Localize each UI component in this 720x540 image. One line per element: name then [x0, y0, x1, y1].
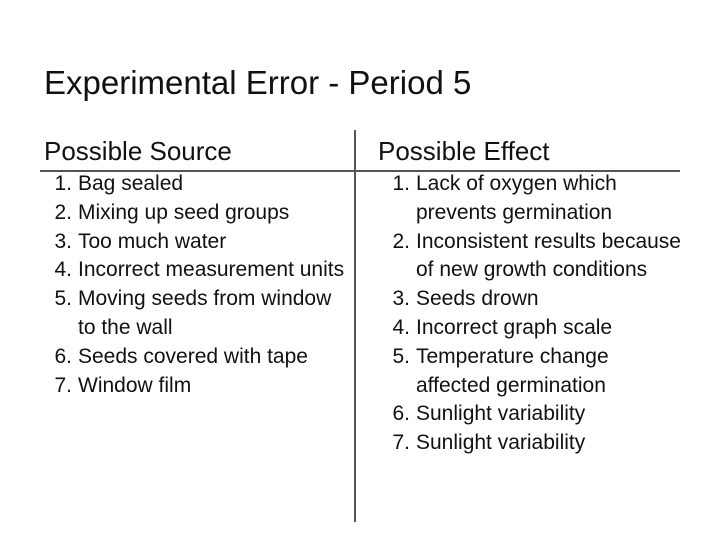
item-text: Mixing up seed groups: [78, 200, 290, 224]
list-item: [382, 228, 682, 286]
item-number: 4.: [392, 315, 410, 339]
list-item: [44, 372, 349, 401]
item-number: 4.: [54, 258, 72, 282]
list-item: [382, 429, 682, 458]
list-item: [44, 256, 349, 285]
item-text: Temperature change affected germination: [416, 344, 609, 397]
item-text: Window film: [78, 373, 192, 397]
list-item: [44, 228, 349, 257]
item-number: 3.: [54, 229, 72, 253]
item-number: 6.: [392, 402, 410, 426]
list-item: [382, 400, 682, 429]
list-item: [382, 285, 682, 314]
item-number: 2.: [54, 200, 72, 224]
item-number: 7.: [392, 431, 410, 455]
item-text: Sunlight variability: [416, 431, 586, 455]
item-text: Inconsistent results because of new growth conditions: [416, 229, 681, 282]
list-item: [44, 199, 349, 228]
list-item: [382, 314, 682, 343]
item-text: Moving seeds from window to the wall: [78, 287, 332, 339]
list-item: [44, 170, 349, 199]
item-number: 1.: [54, 172, 72, 195]
item-text: Lack of oxygen which prevents germination: [416, 172, 617, 224]
column-divider: [354, 130, 356, 522]
item-number: 3.: [392, 287, 410, 311]
slide-title: Experimental Error - Period 5: [44, 64, 472, 101]
item-text: Incorrect measurement units: [78, 258, 345, 282]
list-item: [382, 170, 682, 228]
item-number: 1.: [392, 172, 410, 195]
item-text: Seeds covered with tape: [78, 344, 308, 368]
list-item: [44, 285, 349, 343]
item-text: Bag sealed: [78, 172, 184, 195]
item-text: Too much water: [78, 229, 227, 253]
item-number: 7.: [54, 373, 72, 397]
possible-source-heading: Possible Source: [44, 136, 232, 166]
item-text: Sunlight variability: [416, 402, 586, 426]
possible-source-list: [44, 170, 349, 400]
possible-effect-heading: Possible Effect: [378, 136, 550, 166]
item-number: 2.: [392, 229, 410, 253]
possible-effect-list: [382, 170, 682, 458]
item-text: Seeds drown: [416, 287, 539, 311]
list-item: [382, 343, 682, 401]
item-number: 5.: [392, 344, 410, 368]
item-number: 5.: [54, 287, 72, 311]
item-text: Incorrect graph scale: [416, 315, 613, 339]
list-item: [44, 343, 349, 372]
item-number: 6.: [54, 344, 72, 368]
